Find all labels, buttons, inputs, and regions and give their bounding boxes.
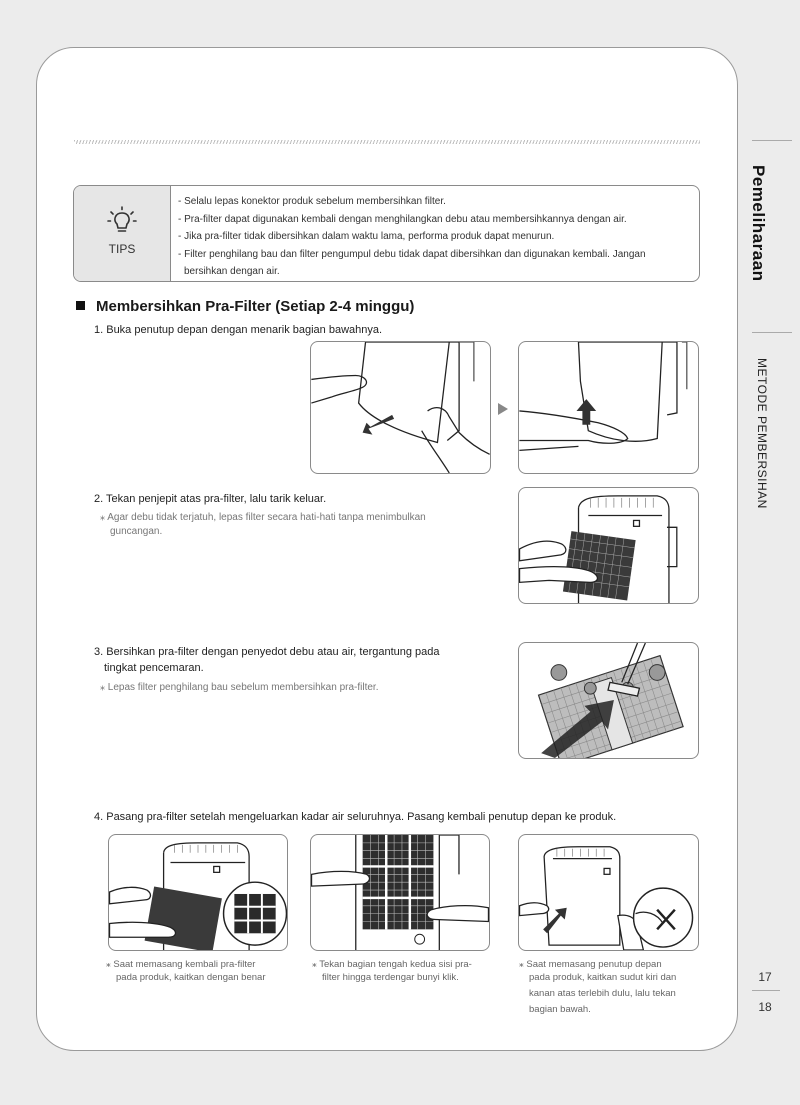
caption-3-line-4: bagian bawah. [529, 1004, 591, 1015]
step-4-text: 4. Pasang pra-filter setelah mengeluarkan kadar air seluruhnya. Pasang kembali penutup depan ke produk. [94, 811, 617, 823]
next-step-arrow-icon [498, 403, 508, 415]
tips-badge [74, 186, 171, 281]
tips-item: bersihkan dengan air. [184, 266, 280, 278]
step-3-note: ⁎ Lepas filter penghilang bau sebelum membersihkan pra-filter. [100, 682, 379, 693]
illustration-vacuum-prefilter [518, 642, 699, 759]
lightbulb-icon [106, 206, 138, 238]
tips-item: - Filter penghilang bau dan filter pengumpul debu tidak dapat dibersihkan dan digunakan kembali. Jangan [178, 248, 646, 260]
page-number-18: 18 [758, 1000, 772, 1014]
tips-item: - Jika pra-filter tidak dibersihkan dalam waktu lama, performa produk dapat menurun. [178, 231, 555, 243]
caption-3-line-3: kanan atas terlebih dulu, lalu tekan [529, 988, 676, 999]
step-3-text: 3. Bersihkan pra-filter dengan penyedot debu atau air, tergantung pada [94, 646, 440, 658]
section-title: Membersihkan Pra-Filter (Setiap 2-4 minggu) [76, 298, 414, 315]
sidebar-subtitle: METODE PEMBERSIHAN [755, 358, 769, 509]
page-number-divider [752, 990, 780, 991]
caption-1-line-2: pada produk, kaitkan dengan benar [116, 972, 266, 983]
illustration-press-prefilter [310, 834, 490, 951]
caption-1-line-1: ⁎ Saat memasang kembali pra-filter [106, 959, 256, 970]
tips-item: - Pra-filter dapat digunakan kembali dengan menghilangkan debu atau membersihkannya dengan air. [178, 213, 627, 225]
page-number-17: 17 [758, 970, 772, 984]
square-bullet-icon [76, 301, 85, 310]
step-1-text: 1. Buka penutup depan dengan menarik bagian bawahnya. [94, 324, 383, 336]
caption-3-line-1: ⁎ Saat memasang penutup depan [519, 959, 662, 970]
step-3-text-cont: tingkat pencemaran. [104, 662, 204, 674]
tips-item: - Selalu lepas konektor produk sebelum membersihkan filter. [178, 196, 446, 207]
sidebar-rule-mid [752, 332, 792, 333]
tips-list [178, 193, 692, 281]
illustration-reinstall-prefilter [108, 834, 288, 951]
caption-3-line-2: pada produk, kaitkan sudut kiri dan [529, 972, 677, 983]
caption-2-line-2: filter hingga terdengar bunyi klik. [322, 972, 459, 983]
header-dashed-rule [74, 140, 700, 144]
illustration-open-cover-lift [518, 341, 699, 474]
step-2-note-cont: guncangan. [110, 526, 163, 537]
step-2-note: ⁎ Agar debu tidak terjatuh, lepas filter secara hati-hati tanpa menimbulkan [100, 512, 426, 523]
sidebar-title: Pemeliharaan [749, 165, 768, 282]
sidebar-rule-top [752, 140, 792, 141]
step-2-text: 2. Tekan penjepit atas pra-filter, lalu tarik keluar. [94, 493, 327, 505]
illustration-reattach-cover [518, 834, 699, 951]
caption-2-line-1: ⁎ Tekan bagian tengah kedua sisi pra- [312, 959, 472, 970]
tips-label: TIPS [108, 242, 136, 256]
illustration-remove-prefilter [518, 487, 699, 604]
illustration-open-cover-pull [310, 341, 491, 474]
tips-box [73, 185, 700, 282]
